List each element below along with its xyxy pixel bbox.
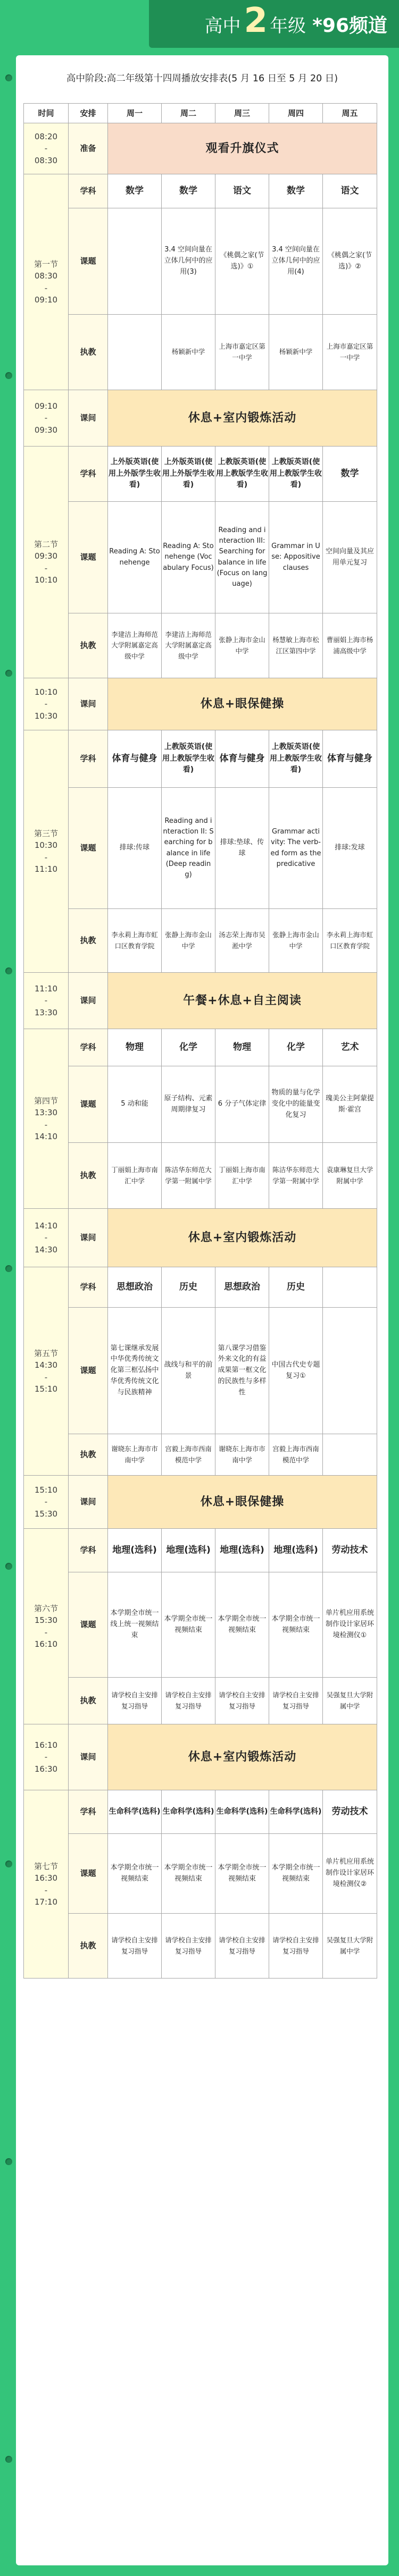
subject-cell: 数学 xyxy=(162,174,215,208)
period-subject-row xyxy=(24,174,377,208)
column-header: 周一 xyxy=(108,104,162,123)
row-label-recess: 课间 xyxy=(69,678,108,730)
teacher-cell: 谢晓东上海市市南中学 xyxy=(215,1434,269,1476)
subject-cell: 体育与健身 xyxy=(323,730,377,788)
row-label-teacher: 执教 xyxy=(69,1914,108,1979)
lesson-cell: 排球:垫球、传球 xyxy=(215,788,269,909)
subject-cell: 化学 xyxy=(162,1029,215,1066)
lesson-cell: Grammar activity: The verb-ed form as the predicative xyxy=(269,788,323,909)
subject-cell: 体育与健身 xyxy=(108,730,162,788)
binder-holes xyxy=(3,32,16,2576)
period-subject-row xyxy=(24,1029,377,1066)
break-band: 休息+室内锻炼活动 xyxy=(108,1724,377,1790)
schedule-card xyxy=(16,55,388,2565)
subject-cell: 劳动技术 xyxy=(323,1529,377,1572)
break-time-cell: 11:10 - 13:30 xyxy=(24,973,69,1029)
column-header: 周四 xyxy=(269,104,323,123)
lesson-cell: 中国古代史专题复习① xyxy=(269,1308,323,1434)
lesson-cell: 5 动和能 xyxy=(108,1066,162,1143)
lesson-cell: 原子结构、元素周期律复习 xyxy=(162,1066,215,1143)
row-label-recess: 课间 xyxy=(69,390,108,447)
subject-cell: 历史 xyxy=(269,1267,323,1308)
subject-cell: 地理(选科) xyxy=(269,1529,323,1572)
teacher-cell: 李永莉上海市虹口区教育学院 xyxy=(108,909,162,973)
teacher-cell: 丁丽娟上海市南汇中学 xyxy=(108,1143,162,1209)
break-row xyxy=(24,390,377,447)
break-time-cell: 09:10 - 09:30 xyxy=(24,390,69,447)
lesson-cell: 本学期全市统一视频结束 xyxy=(162,1834,215,1914)
row-label-lesson: 课题 xyxy=(69,502,108,613)
period-lesson-row xyxy=(24,208,377,315)
teacher-cell: 请学校自主安排复习指导 xyxy=(162,1914,215,1979)
period-lesson-row xyxy=(24,1834,377,1914)
teacher-cell xyxy=(323,1434,377,1476)
lesson-cell xyxy=(323,1308,377,1434)
row-label-teacher: 执教 xyxy=(69,1143,108,1209)
row-label-recess: 课间 xyxy=(69,1209,108,1267)
lesson-cell xyxy=(108,208,162,315)
period-teacher-row xyxy=(24,909,377,973)
subject-cell: 上教版英语(使用上教版学生收看) xyxy=(269,730,323,788)
subject-cell: 生命科学(选科) xyxy=(162,1790,215,1834)
teacher-cell: 上海市嘉定区第一中学 xyxy=(323,315,377,390)
teacher-cell: 曹丽娟上海市杨浦高级中学 xyxy=(323,613,377,678)
column-header: 周三 xyxy=(215,104,269,123)
period-teacher-row xyxy=(24,1434,377,1476)
subject-cell: 数学 xyxy=(108,174,162,208)
page-header xyxy=(149,0,399,48)
period-lesson-row xyxy=(24,1066,377,1143)
teacher-cell: 上海市嘉定区第一中学 xyxy=(215,315,269,390)
subject-cell xyxy=(323,1267,377,1308)
ceremony-band: 观看升旗仪式 xyxy=(108,123,377,174)
lesson-cell: 排球:传球 xyxy=(108,788,162,909)
row-label-lesson: 课题 xyxy=(69,208,108,315)
lesson-cell: 本学期全市统一视频结束 xyxy=(162,1572,215,1678)
row-label-teacher: 执教 xyxy=(69,315,108,390)
teacher-cell: 请学校自主安排复习指导 xyxy=(269,1914,323,1979)
teacher-cell: 宫毅上海市西南模范中学 xyxy=(162,1434,215,1476)
period-time-cell: 第六节 15:30 - 16:10 xyxy=(24,1529,69,1724)
teacher-cell: 吴强复旦大学附属中学 xyxy=(323,1914,377,1979)
subject-cell: 生命科学(选科) xyxy=(269,1790,323,1834)
subject-cell: 劳动技术 xyxy=(323,1790,377,1834)
period-lesson-row xyxy=(24,1308,377,1434)
row-label-recess: 课间 xyxy=(69,1476,108,1529)
teacher-cell: 谢晓东上海市市南中学 xyxy=(108,1434,162,1476)
row-label-teacher: 执教 xyxy=(69,909,108,973)
lesson-cell: 《桃偶之家(节选)》① xyxy=(215,208,269,315)
teacher-cell: 汤志荣上海市吴淞中学 xyxy=(215,909,269,973)
column-header: 安排 xyxy=(69,104,108,123)
lesson-cell: 第七课继承发展中华优秀传统文化第三框弘扬中华优秀传统文化与民族精神 xyxy=(108,1308,162,1434)
subject-cell: 上外版英语(使用上外版学生收看) xyxy=(162,447,215,502)
teacher-cell: 请学校自主安排复习指导 xyxy=(162,1678,215,1724)
subject-cell: 地理(选科) xyxy=(108,1529,162,1572)
row-label-subject: 学科 xyxy=(69,174,108,208)
subject-cell: 艺术 xyxy=(323,1029,377,1066)
subject-cell: 上教版英语(使用上教版学生收看) xyxy=(215,447,269,502)
lesson-cell: 本学期全市统一视频结束 xyxy=(108,1834,162,1914)
break-row xyxy=(24,1724,377,1790)
period-lesson-row xyxy=(24,788,377,909)
break-time-cell: 15:10 - 15:30 xyxy=(24,1476,69,1529)
subject-cell: 化学 xyxy=(269,1029,323,1066)
ceremony-row xyxy=(24,123,377,174)
subject-cell: 物理 xyxy=(215,1029,269,1066)
break-band: 休息+室内锻炼活动 xyxy=(108,390,377,447)
teacher-cell: 李永莉上海市虹口区教育学院 xyxy=(323,909,377,973)
schedule-subtitle: 高中阶段:高二年级第十四周播放安排表(5 月 16 日至 5 月 20 日) xyxy=(66,73,338,84)
subject-cell: 地理(选科) xyxy=(162,1529,215,1572)
subject-cell: 体育与健身 xyxy=(215,730,269,788)
period-time-cell: 第一节 08:30 - 09:10 xyxy=(24,174,69,390)
lesson-cell: 本学期全市统一视频结束 xyxy=(269,1834,323,1914)
lesson-cell: 单片机应用系统制作设计家居环境检测仪① xyxy=(323,1572,377,1678)
arrange-cell: 准备 xyxy=(69,123,108,174)
row-label-lesson: 课题 xyxy=(69,1572,108,1678)
row-label-lesson: 课题 xyxy=(69,788,108,909)
teacher-cell: 请学校自主安排复习指导 xyxy=(108,1914,162,1979)
teacher-cell: 张静上海市金山中学 xyxy=(162,909,215,973)
break-band: 午餐+休息+自主阅读 xyxy=(108,973,377,1029)
period-subject-row xyxy=(24,730,377,788)
lesson-cell: Grammar in Use: Appositive clauses xyxy=(269,502,323,613)
period-teacher-row xyxy=(24,1678,377,1724)
lesson-cell: 3.4 空间向量在立体几何中的应用(3) xyxy=(162,208,215,315)
break-band: 休息+眼保健操 xyxy=(108,1476,377,1529)
period-time-cell: 第七节 16:30 - 17:10 xyxy=(24,1790,69,1979)
lesson-cell: 物质的量与化学变化中的能量变化复习 xyxy=(269,1066,323,1143)
subject-cell: 生命科学(选科) xyxy=(215,1790,269,1834)
header-grade: 2 xyxy=(244,1,268,40)
row-label-teacher: 执教 xyxy=(69,1678,108,1724)
period-time-cell: 第二节 09:30 - 10:10 xyxy=(24,447,69,678)
period-time-cell: 第四节 13:30 - 14:10 xyxy=(24,1029,69,1209)
lesson-cell: 《桃偶之家(节选)》② xyxy=(323,208,377,315)
header-channel: *96频道 xyxy=(312,14,387,37)
break-row xyxy=(24,973,377,1029)
period-subject-row xyxy=(24,1529,377,1572)
row-label-lesson: 课题 xyxy=(69,1308,108,1434)
teacher-cell: 陈洁华东师范大学第一附属中学 xyxy=(269,1143,323,1209)
lesson-cell: 3.4 空间向量在立体几何中的应用(4) xyxy=(269,208,323,315)
lesson-cell: Reading A: Stonehenge (Vocabulary Focus) xyxy=(162,502,215,613)
subject-cell: 上教版英语(使用上教版学生收看) xyxy=(162,730,215,788)
lesson-cell: Reading and interaction II: Searching for balance in life (Deep reading) xyxy=(162,788,215,909)
break-band: 休息+室内锻炼活动 xyxy=(108,1209,377,1267)
break-time-cell: 10:10 - 10:30 xyxy=(24,678,69,730)
row-label-subject: 学科 xyxy=(69,1529,108,1572)
header-stage: 高中 xyxy=(204,15,241,37)
period-time-cell: 第三节 10:30 - 11:10 xyxy=(24,730,69,973)
subject-cell: 思想政治 xyxy=(215,1267,269,1308)
teacher-cell: 杨慧敏上海市松江区第四中学 xyxy=(269,613,323,678)
subject-cell: 地理(选科) xyxy=(215,1529,269,1572)
schedule-table xyxy=(23,103,377,1979)
period-time-cell: 第五节 14:30 - 15:10 xyxy=(24,1267,69,1476)
period-subject-row xyxy=(24,1267,377,1308)
subject-cell: 语文 xyxy=(215,174,269,208)
lesson-cell: 本学期全市统一视频结束 xyxy=(269,1572,323,1678)
row-label-subject: 学科 xyxy=(69,1029,108,1066)
period-teacher-row xyxy=(24,1914,377,1979)
period-teacher-row xyxy=(24,315,377,390)
lesson-cell: 本学期全市统一线上统一视频结束 xyxy=(108,1572,162,1678)
lesson-cell: 排球:发球 xyxy=(323,788,377,909)
lesson-cell: 战线与和平的前景 xyxy=(162,1308,215,1434)
teacher-cell: 张静上海市金山中学 xyxy=(269,909,323,973)
teacher-cell: 张静上海市金山中学 xyxy=(215,613,269,678)
subject-cell: 上教版英语(使用上教版学生收看) xyxy=(269,447,323,502)
period-subject-row xyxy=(24,447,377,502)
row-label-lesson: 课题 xyxy=(69,1834,108,1914)
break-row xyxy=(24,1209,377,1267)
teacher-cell: 袁康琳复旦大学附属中学 xyxy=(323,1143,377,1209)
subject-cell: 数学 xyxy=(269,174,323,208)
lesson-cell: Reading A: Stonehenge xyxy=(108,502,162,613)
row-label-subject: 学科 xyxy=(69,1790,108,1834)
subject-cell: 思想政治 xyxy=(108,1267,162,1308)
break-row xyxy=(24,1476,377,1529)
teacher-cell: 李建洁上海师范大学附属嘉定高级中学 xyxy=(108,613,162,678)
break-time-cell: 14:10 - 14:30 xyxy=(24,1209,69,1267)
period-lesson-row xyxy=(24,502,377,613)
lesson-cell: 单片机应用系统制作设计家居环境检测仪② xyxy=(323,1834,377,1914)
teacher-cell: 丁丽娟上海市南汇中学 xyxy=(215,1143,269,1209)
subject-cell: 语文 xyxy=(323,174,377,208)
row-label-subject: 学科 xyxy=(69,730,108,788)
lesson-cell: 本学期全市统一视频结束 xyxy=(215,1834,269,1914)
teacher-cell: 请学校自主安排复习指导 xyxy=(108,1678,162,1724)
lesson-cell: 6 分子气体定律 xyxy=(215,1066,269,1143)
row-label-recess: 课间 xyxy=(69,1724,108,1790)
lesson-cell: 空间向量及其应用单元复习 xyxy=(323,502,377,613)
teacher-cell: 陈洁华东师范大学第一附属中学 xyxy=(162,1143,215,1209)
row-label-recess: 课间 xyxy=(69,973,108,1029)
teacher-cell: 杨颖新中学 xyxy=(269,315,323,390)
subject-cell: 上外版英语(使用上外版学生收看) xyxy=(108,447,162,502)
subject-cell: 物理 xyxy=(108,1029,162,1066)
header-row xyxy=(24,104,377,123)
period-subject-row xyxy=(24,1790,377,1834)
subject-cell: 历史 xyxy=(162,1267,215,1308)
row-label-teacher: 执教 xyxy=(69,613,108,678)
column-header: 周五 xyxy=(323,104,377,123)
lesson-cell: 瑰美公主阿蒙提斯·霍宫 xyxy=(323,1066,377,1143)
break-band: 休息+眼保健操 xyxy=(108,678,377,730)
break-time-cell: 16:10 - 16:30 xyxy=(24,1724,69,1790)
lesson-cell: 本学期全市统一视频结束 xyxy=(215,1572,269,1678)
subject-cell: 生命科学(选科) xyxy=(108,1790,162,1834)
period-teacher-row xyxy=(24,1143,377,1209)
header-grade-suffix: 年级 xyxy=(270,15,306,37)
column-header: 周二 xyxy=(162,104,215,123)
teacher-cell: 李建洁上海师范大学附属嘉定高级中学 xyxy=(162,613,215,678)
teacher-cell: 请学校自主安排复习指导 xyxy=(215,1914,269,1979)
break-row xyxy=(24,678,377,730)
column-header: 时间 xyxy=(24,104,69,123)
period-lesson-row xyxy=(24,1572,377,1678)
period-teacher-row xyxy=(24,613,377,678)
teacher-cell: 宫毅上海市西南模范中学 xyxy=(269,1434,323,1476)
teacher-cell: 请学校自主安排复习指导 xyxy=(269,1678,323,1724)
teacher-cell: 请学校自主安排复习指导 xyxy=(215,1678,269,1724)
row-label-subject: 学科 xyxy=(69,1267,108,1308)
row-label-lesson: 课题 xyxy=(69,1066,108,1143)
row-label-teacher: 执教 xyxy=(69,1434,108,1476)
teacher-cell: 吴强复旦大学附属中学 xyxy=(323,1678,377,1724)
teacher-cell xyxy=(108,315,162,390)
teacher-cell: 杨颖新中学 xyxy=(162,315,215,390)
lesson-cell: 第八课学习借鉴外来文化的有益成果第一框文化的民族性与多样性 xyxy=(215,1308,269,1434)
subject-cell: 数学 xyxy=(323,447,377,502)
row-label-subject: 学科 xyxy=(69,447,108,502)
time-cell: 08:20 - 08:30 xyxy=(24,123,69,174)
lesson-cell: Reading and interaction III: Searching for balance in life (Focus on language) xyxy=(215,502,269,613)
